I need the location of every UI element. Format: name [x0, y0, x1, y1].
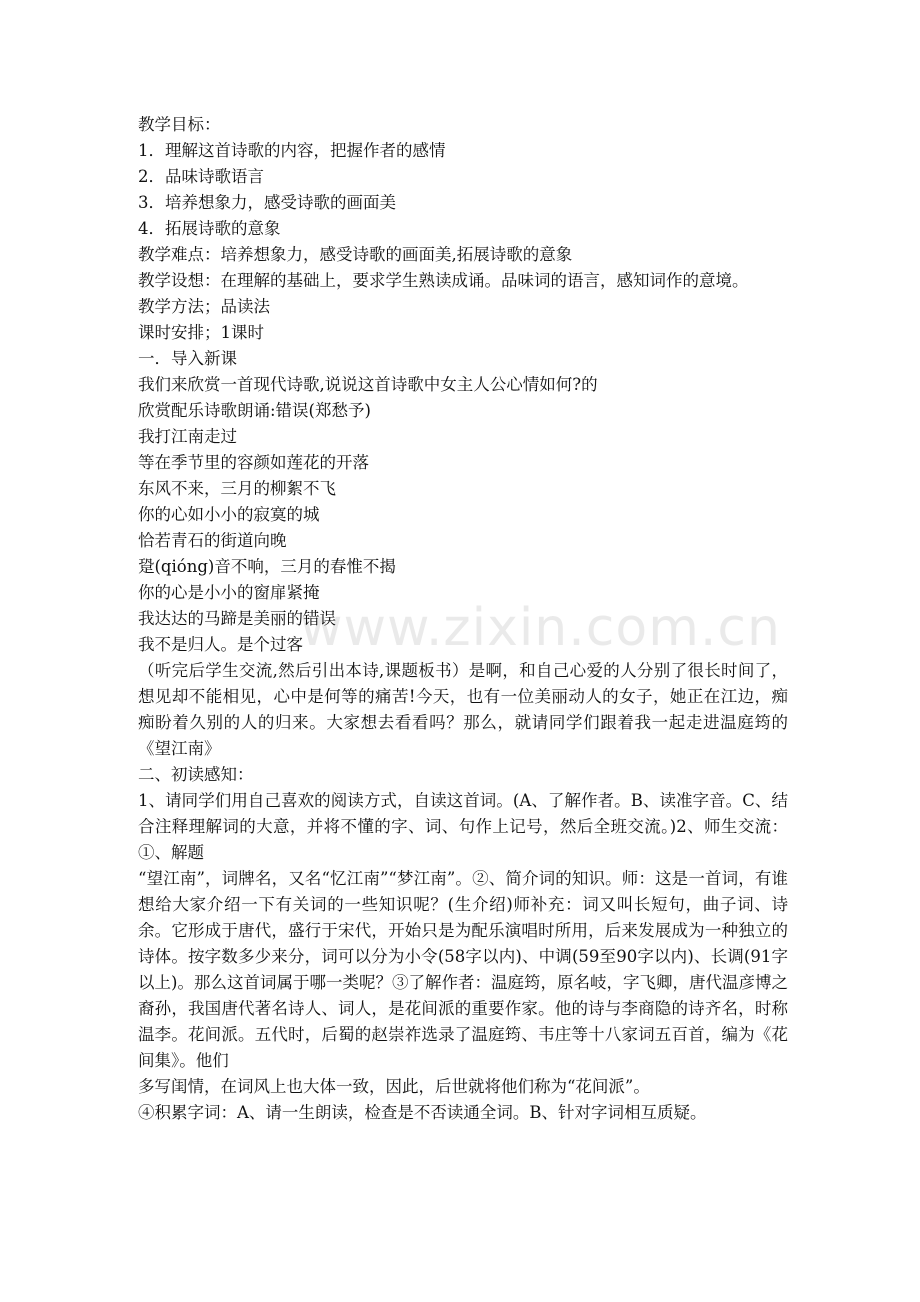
- goal-item-2: 2．品味诗歌语言: [138, 167, 264, 186]
- poem-line: 你的心如小小的寂寞的城: [138, 505, 320, 524]
- section-heading-first-reading: 二、初读感知：: [138, 765, 254, 784]
- heading-teaching-goals: 教学目标：: [138, 115, 221, 134]
- teaching-difficulty: 教学难点：培养想象力，感受诗歌的画面美,拓展诗歌的意象: [138, 245, 573, 264]
- teaching-method: 教学方法；品读法: [138, 297, 270, 316]
- poem-line: 我打江南走过: [138, 427, 237, 446]
- poem-line: 你的心是小小的窗扉紧掩: [138, 583, 320, 602]
- first-reading-instructions: 1、请同学们用自己喜欢的阅读方式，自读这首词。(A、了解作者。B、读准字音。C、结合注释理解词的大意，并将不懂的字、词、句作上记号，然后全班交流。)2、师生交流：①、解题: [138, 791, 788, 862]
- teaching-idea: 教学设想：在理解的基础上，要求学生熟读成诵。品味词的语言，感知词作的意境。: [138, 271, 749, 290]
- class-schedule: 课时安排；1课时: [138, 323, 264, 342]
- poem-line: 等在季节里的容颜如莲花的开落: [138, 453, 369, 472]
- goal-item-1: 1．理解这首诗歌的内容，把握作者的感情: [138, 141, 446, 160]
- poem-line: 东风不来，三月的柳絮不飞: [138, 479, 336, 498]
- vocabulary-paragraph: ④积累字词：A、请一生朗读，检查是不否读通全词。B、针对字词相互质疑。: [138, 1103, 707, 1122]
- intro-question: 我们来欣赏一首现代诗歌,说说这首诗歌中女主人公心情如何?的: [138, 375, 598, 394]
- poem-title: 欣赏配乐诗歌朗诵:错误(郑愁予): [138, 401, 371, 420]
- document-body: [138, 112, 788, 1126]
- huajian-school-paragraph: 多写闺情，在词风上也大体一致，因此，后世就将他们称为“花间派”。: [138, 1077, 650, 1096]
- ci-knowledge-paragraph: “望江南”，词牌名，又名“忆江南”“梦江南”。②、简介词的知识。师：这是一首词，有谁想给大家介绍一下有关词的一些知识呢？(生介绍)师补充：词又叫长短句，曲子词、诗余。它形成于唐代，盛行于宋代，开始只是为配乐演唱时所用，后来发展成为一种独立的诗体。按字数多少来分，词可以分为小令(58字以内)、中调(59至90字以内)、长调(91字以上)。那么这首词属于哪一类呢？③了解作者：温庭筠，原名岐，字飞卿，唐代温彦博之裔孙，我国唐代著名诗人、词人，是花间派的重要作家。他的诗与李商隐的诗齐名，时称温李。花间派。五代时，后蜀的赵崇祚选录了温庭筠、韦庄等十八家词五百首，编为《花间集》。他们: [138, 869, 788, 1070]
- watermark: www.zixin.com.cn: [300, 598, 781, 658]
- poem-line: 我达达的马蹄是美丽的错误: [138, 609, 336, 628]
- section-heading-intro: 一．导入新课: [138, 349, 237, 368]
- poem-line: 跫(qióng)音不响，三月的春惟不揭: [138, 557, 396, 576]
- poem-line: 恰若青石的街道向晚: [138, 531, 287, 550]
- goal-item-4: 4．拓展诗歌的意象: [138, 219, 281, 238]
- poem-line: 我不是归人。是个过客: [138, 635, 303, 654]
- intro-transition-paragraph: （听完后学生交流,然后引出本诗,课题板书）是啊，和自己心爱的人分别了很长时间了，想见却不能相见，心中是何等的痛苦!今天，也有一位美丽动人的女子，她正在江边，痴痴盼着久别的人的归来。大家想去看看吗？那么，就请同学们跟着我一起走进温庭筠的《望江南》: [138, 661, 788, 758]
- goal-item-3: 3．培养想象力，感受诗歌的画面美: [138, 193, 396, 212]
